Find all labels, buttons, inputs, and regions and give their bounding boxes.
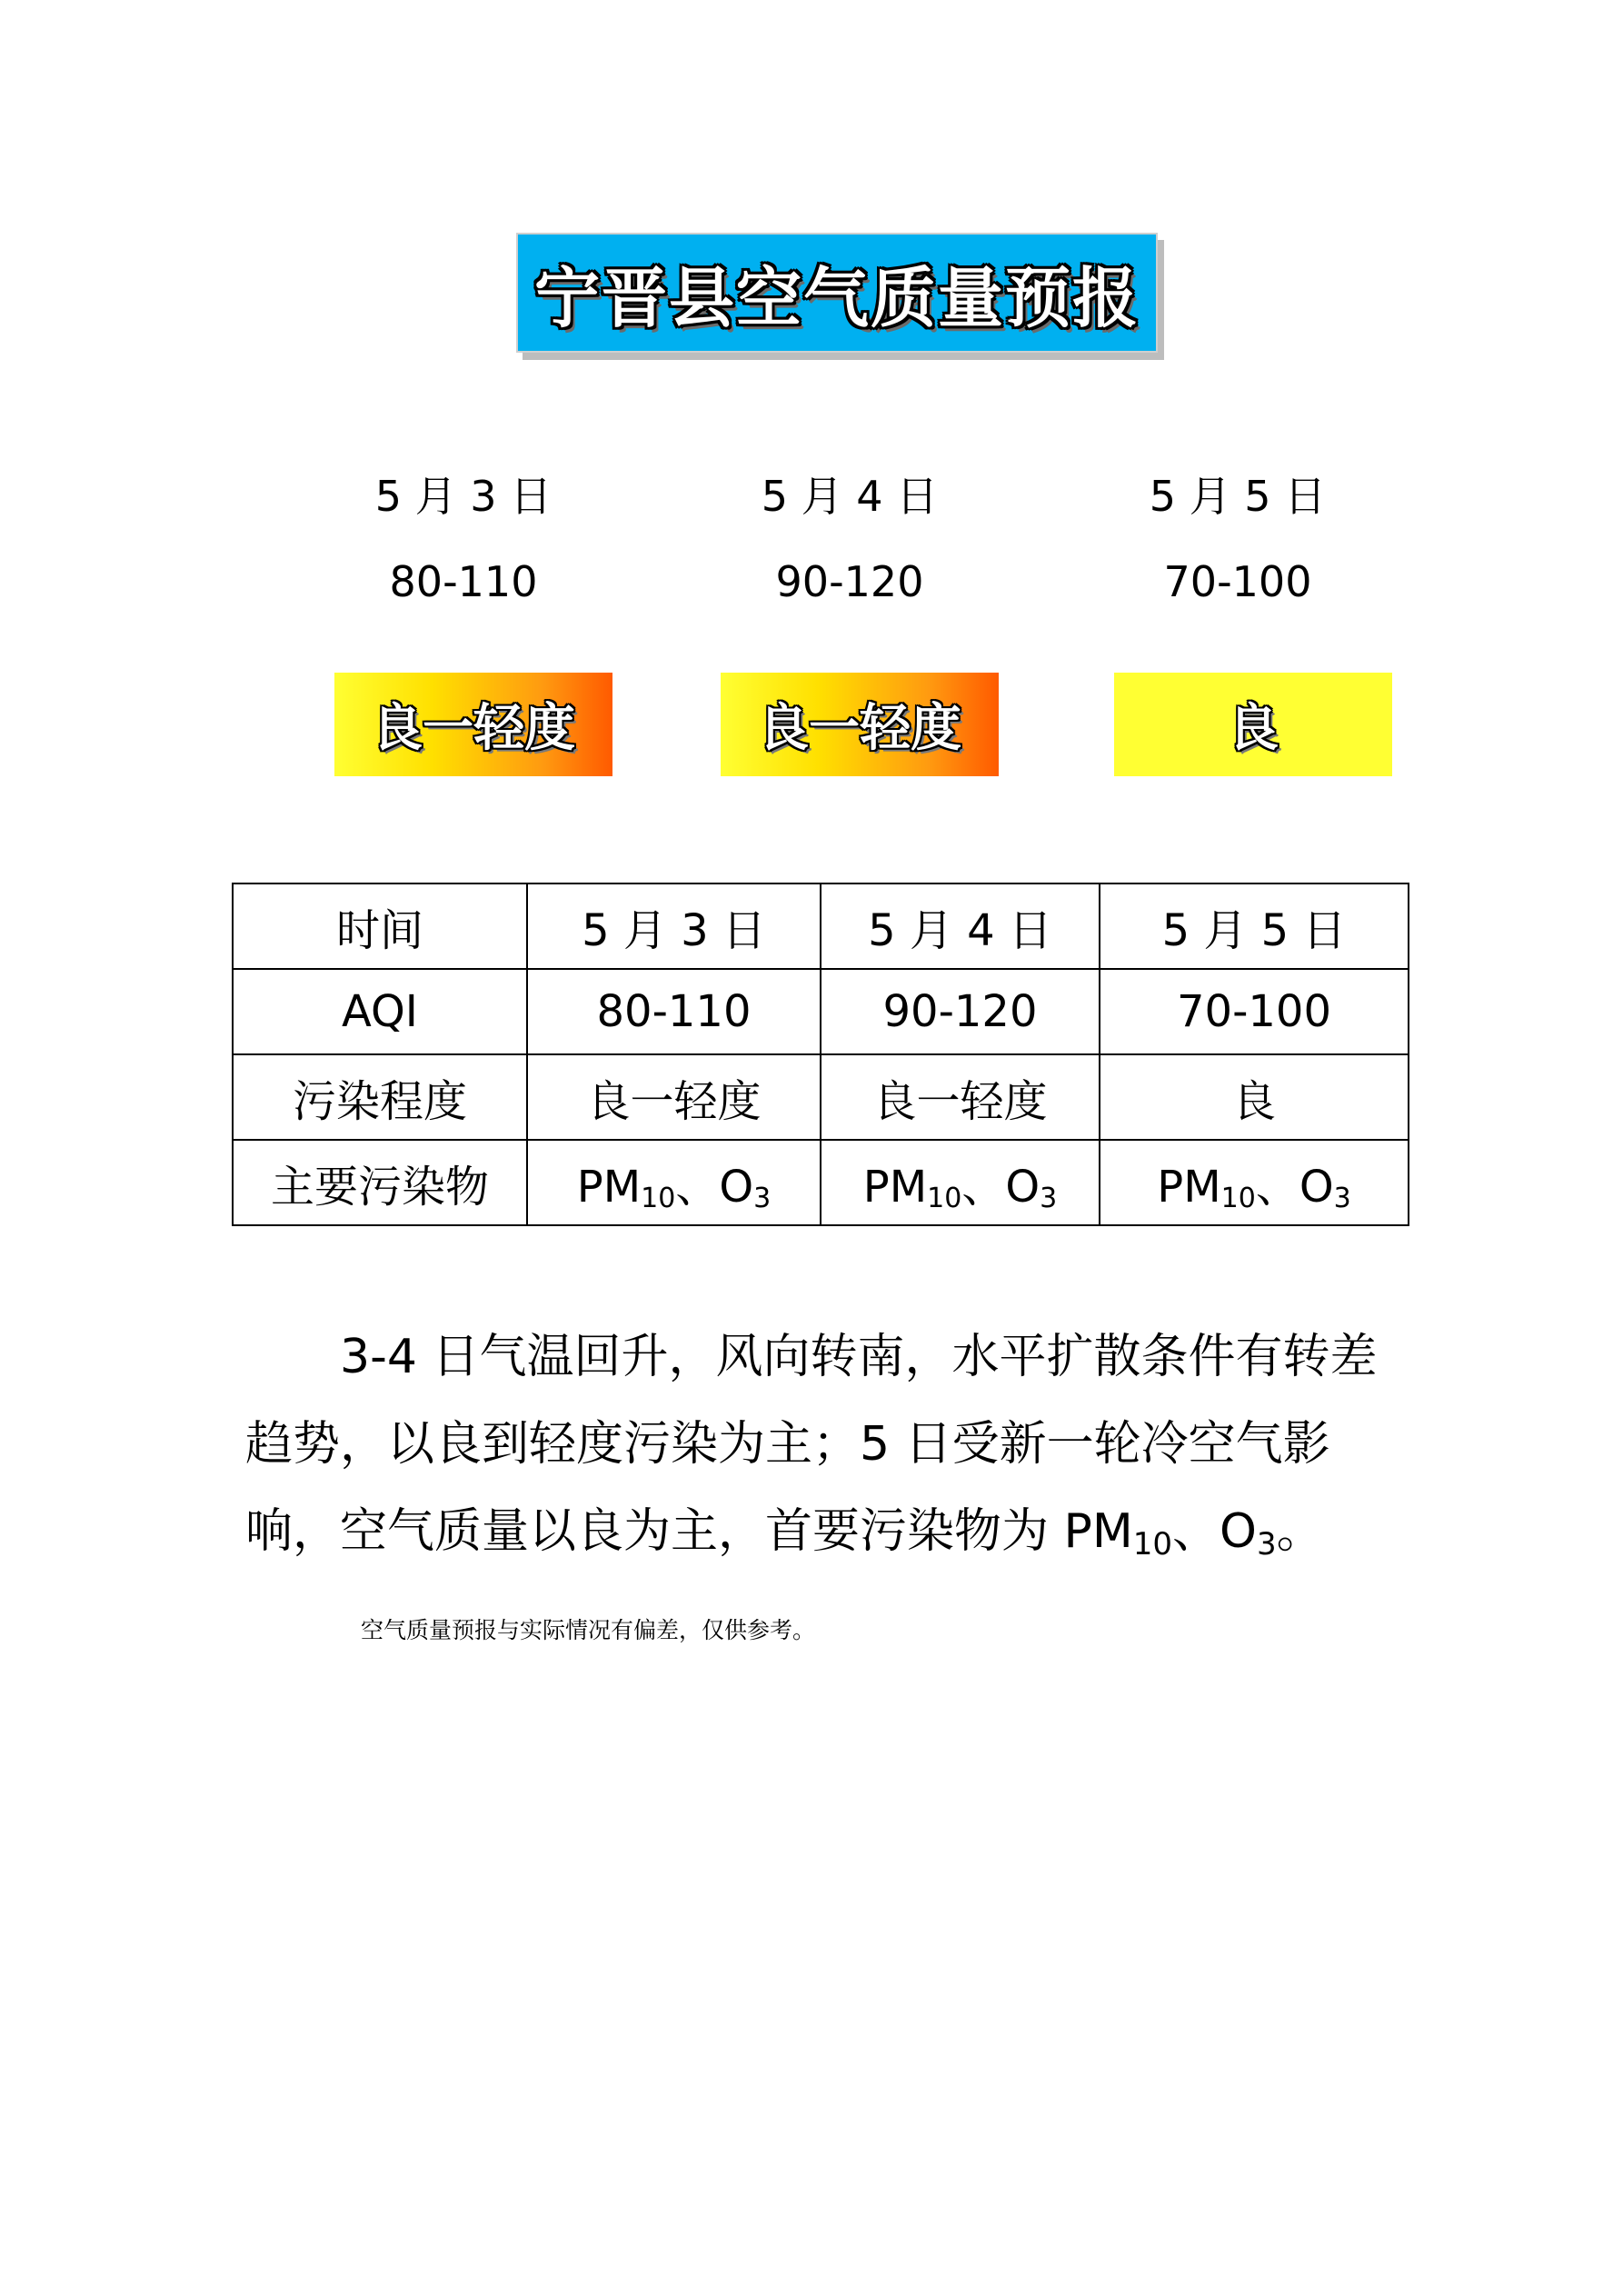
- table-header-cell: 5 月 3 日: [527, 883, 821, 969]
- table-cell: 80-110: [527, 969, 821, 1054]
- forecast-level-badge-2: [721, 673, 999, 776]
- table-row-label: 主要污染物: [233, 1140, 527, 1225]
- disclaimer-note: 空气质量预报与实际情况有偏差，仅供参考。: [361, 1617, 816, 1643]
- forecast-level-1: 良一轻度: [372, 699, 575, 758]
- table-row-label: AQI: [233, 969, 527, 1054]
- page-title: 宁晋县空气质量预报: [533, 260, 1140, 336]
- aqi-forecast-table: [232, 883, 1409, 1226]
- table-header-cell: 5 月 5 日: [1100, 883, 1409, 969]
- table-header-cell: 时间: [233, 883, 527, 969]
- forecast-level-3: 良: [1228, 699, 1279, 758]
- table-cell: 70-100: [1100, 969, 1409, 1054]
- table-cell: 良一轻度: [527, 1054, 821, 1140]
- table-cell-pollutant: PM10、O3: [821, 1140, 1100, 1225]
- forecast-aqi-1: 80-110: [389, 557, 538, 606]
- table-header-row: [233, 883, 1409, 969]
- forecast-level-badge-1: [334, 673, 612, 776]
- table-row: [233, 969, 1409, 1054]
- table-cell-pollutant: PM10、O3: [527, 1140, 821, 1225]
- forecast-date-1: 5 月 3 日: [374, 472, 553, 521]
- forecast-date-2: 5 月 4 日: [761, 472, 939, 521]
- table-header-cell: 5 月 4 日: [821, 883, 1100, 969]
- forecast-level-badge-3: [1114, 673, 1392, 776]
- forecast-aqi-3: 70-100: [1163, 557, 1312, 606]
- table-cell: 良一轻度: [821, 1054, 1100, 1140]
- table-cell: 良: [1100, 1054, 1409, 1140]
- table-cell-pollutant: PM10、O3: [1100, 1140, 1409, 1225]
- title-banner: [516, 233, 1158, 353]
- forecast-date-3: 5 月 5 日: [1149, 472, 1327, 521]
- table-row: [233, 1054, 1409, 1140]
- forecast-aqi-2: 90-120: [775, 557, 924, 606]
- forecast-summary: 3-4 日气温回升，风向转南，水平扩散条件有转差趋势，以良到轻度污染为主；5 日受新一轮冷空气影响，空气质量以良为主，首要污染物为 PM10、O3。: [245, 1330, 1378, 1562]
- table-cell: 90-120: [821, 969, 1100, 1054]
- table-row: [233, 1140, 1409, 1225]
- table-row-label: 污染程度: [233, 1054, 527, 1140]
- forecast-level-2: 良一轻度: [758, 699, 961, 758]
